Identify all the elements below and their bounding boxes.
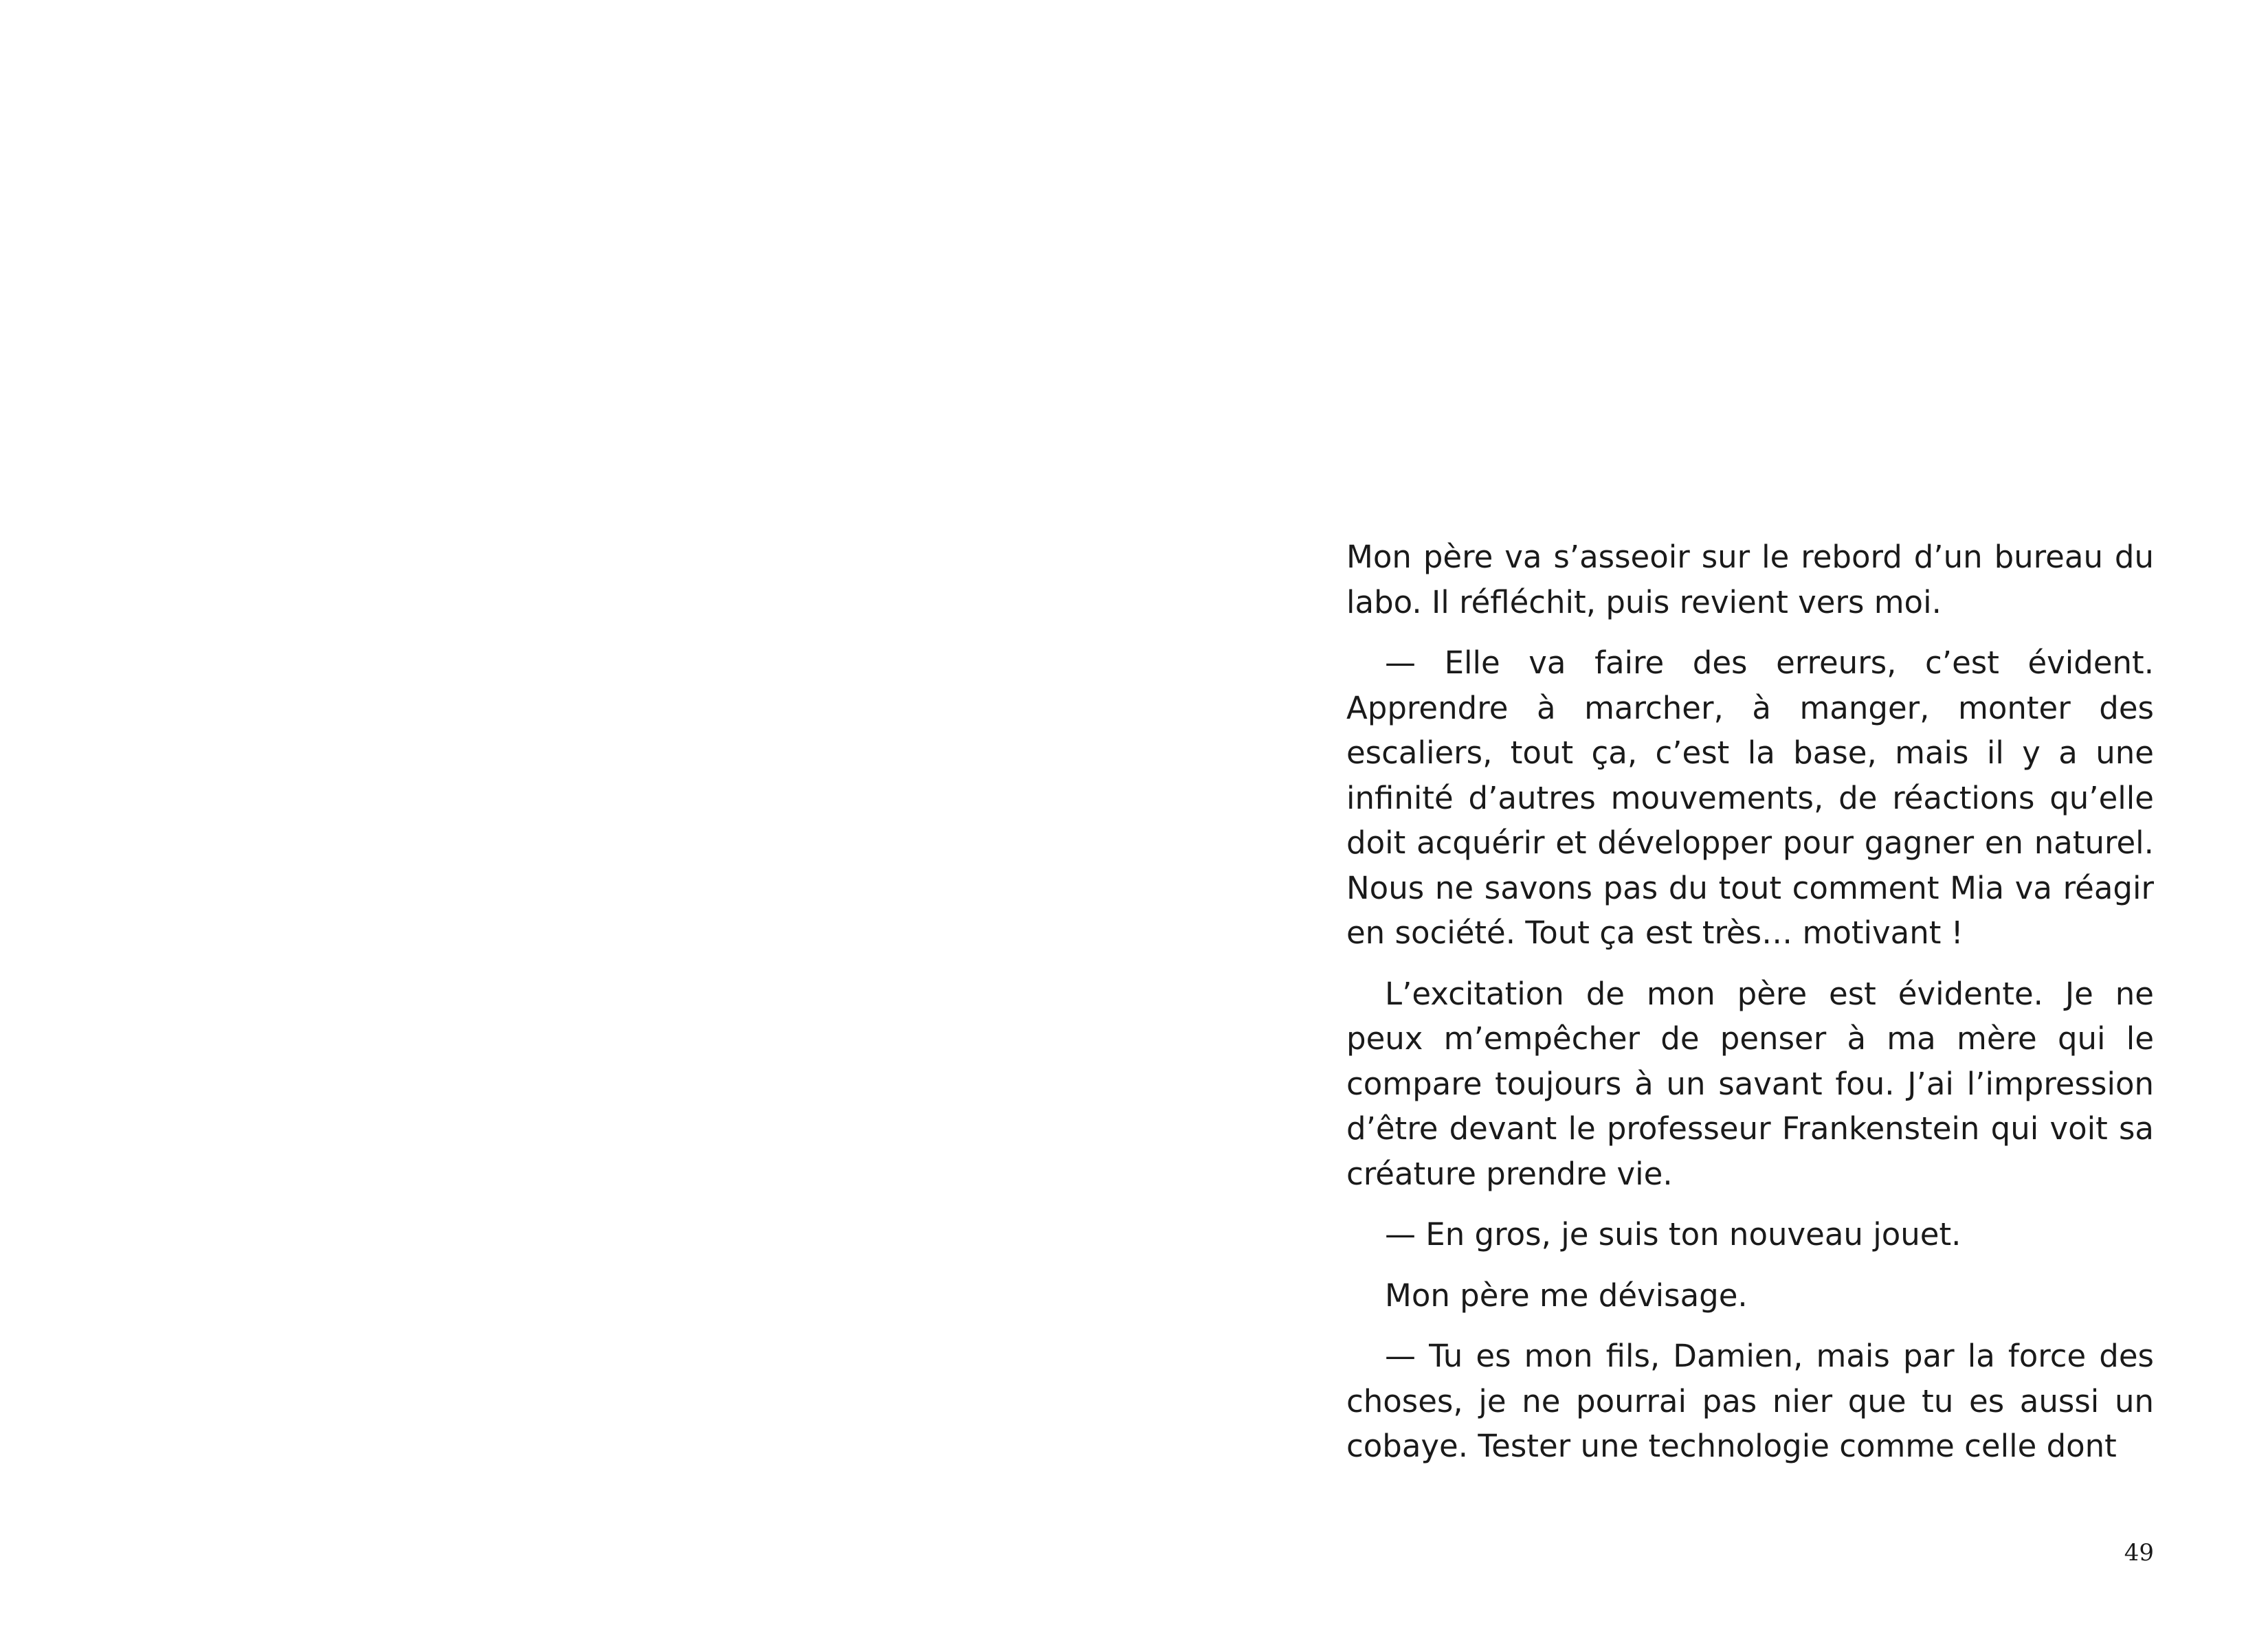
paragraph-4: — En gros, je suis ton nouveau jouet.	[1385, 1216, 1961, 1253]
paragraph-5: Mon père me dévisage.	[1385, 1277, 1748, 1314]
paragraph-1: Mon père va s’asseoir sur le rebord d’un bureau du labo. Il réfléchit, puis revient vers moi.	[1346, 539, 2154, 620]
paragraph-2: — Elle va faire des erreurs, c’est évident. Apprendre à marcher, à manger, monter des escaliers, tout ça, c’est la base, mais il y a une infinité d’autres mouvements, de réactions qu’elle doit acquérir et développer pour gagner en naturel. Nous ne savons pas du tout comment Mia va réagir en société. Tout ça est très… motivant !	[1346, 644, 2154, 951]
right-page	[1134, 0, 2268, 1649]
page-number: 49	[2124, 1539, 2154, 1567]
paragraph-3: L’excitation de mon père est évidente. Je ne peux m’empêcher de penser à ma mère qui le compare toujours à un savant fou. J’ai l’impression d’être devant le professeur Frankenstein qui voit sa créature prendre vie.	[1346, 975, 2154, 1192]
body-text	[1346, 535, 2154, 1485]
paragraph-6: — Tu es mon fils, Damien, mais par la force des choses, je ne pourrai pas nier que tu es aussi un cobaye. Tester une technologie comme celle dont	[1346, 1338, 2154, 1464]
